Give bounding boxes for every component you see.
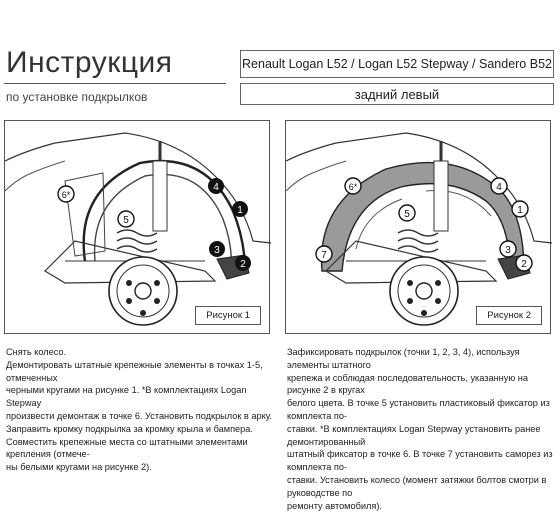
figure-1 <box>4 120 270 334</box>
fitment-side-label: задний левый <box>354 86 440 102</box>
instruction-line: белого цвета. В точке 5 установить пластиковый фиксатор из комплекта по- <box>287 398 550 421</box>
instruction-line: Демонтировать штатные крепежные элементы в точках 1-5, отмеченных <box>6 359 263 383</box>
fitment-side-box <box>240 83 554 105</box>
svg-text:3: 3 <box>505 245 511 256</box>
instruction-line: штатный фиксатор в точке 6. В точке 7 установить саморез из комплекта по- <box>287 449 553 473</box>
vehicle-model-label: Renault Logan L52 / Logan L52 Stepway / Sandero B52 <box>242 57 552 71</box>
marker-4 <box>208 178 224 194</box>
figure-2-drawing <box>286 121 552 335</box>
instruction-line: Зафиксировать подкрылок (точки 1, 2, 3, 4), используя элементы штатного <box>287 347 520 370</box>
page-subtitle: по установке подкрылков <box>6 90 148 104</box>
marker-3 <box>500 241 516 257</box>
svg-text:7: 7 <box>321 250 327 261</box>
svg-text:6*: 6* <box>348 182 358 192</box>
instruction-line: Заправить кромку подкрылка за кромку крыла и бампера. <box>6 423 253 434</box>
marker-1 <box>232 201 248 217</box>
instruction-line: ставки. Установить колесо (момент затяжки болтов смотри в руководстве по <box>287 474 547 498</box>
svg-text:1: 1 <box>517 205 523 216</box>
svg-text:5: 5 <box>404 209 410 220</box>
instruction-line: крепежа и соблюдая последовательность, указанную на рисунке 2 в кругах <box>287 372 528 396</box>
instructions-right <box>287 346 557 512</box>
marker-3 <box>209 241 225 257</box>
instruction-line: ны белыми кругами на рисунке 2). <box>6 462 152 473</box>
instruction-line: Снять колесо. <box>6 347 67 357</box>
marker-7 <box>316 246 332 262</box>
svg-text:4: 4 <box>496 182 502 193</box>
marker-2 <box>235 255 251 271</box>
marker-1 <box>512 201 528 217</box>
svg-text:4: 4 <box>213 182 219 193</box>
page-title: Инструкция <box>6 46 173 79</box>
svg-text:5: 5 <box>123 215 129 226</box>
marker-5 <box>399 205 415 221</box>
instruction-line: черными кругами на рисунке 1. *В комплектациях Logan Stepway <box>6 385 247 409</box>
svg-text:2: 2 <box>240 259 246 270</box>
svg-text:1: 1 <box>237 205 243 216</box>
marker-5 <box>118 211 134 227</box>
svg-text:2: 2 <box>521 259 527 270</box>
figure-2 <box>285 120 551 334</box>
instruction-line: ставки. *В комплектациях Logan Stepway установить ранее демонтированный <box>287 423 541 447</box>
figure-1-caption: Рисунок 1 <box>195 306 261 325</box>
marker-4 <box>491 178 507 194</box>
vehicle-model-box <box>240 50 554 78</box>
title-divider <box>4 83 226 84</box>
svg-text:6*: 6* <box>61 190 71 200</box>
svg-text:3: 3 <box>214 245 220 256</box>
instruction-line: Совместить крепежные места со штатными элементами крепления (отмече- <box>6 436 248 460</box>
figure-2-caption: Рисунок 2 <box>476 306 542 325</box>
instruction-line: ремонту автомобиля). <box>287 500 382 511</box>
instruction-line: произвести демонтаж в точке 6. Установить подкрылок в арку. <box>6 410 272 421</box>
marker-6 <box>58 186 74 202</box>
marker-6 <box>345 178 361 194</box>
figure-1-drawing <box>5 121 271 335</box>
instructions-left <box>6 346 276 474</box>
marker-2 <box>516 255 532 271</box>
